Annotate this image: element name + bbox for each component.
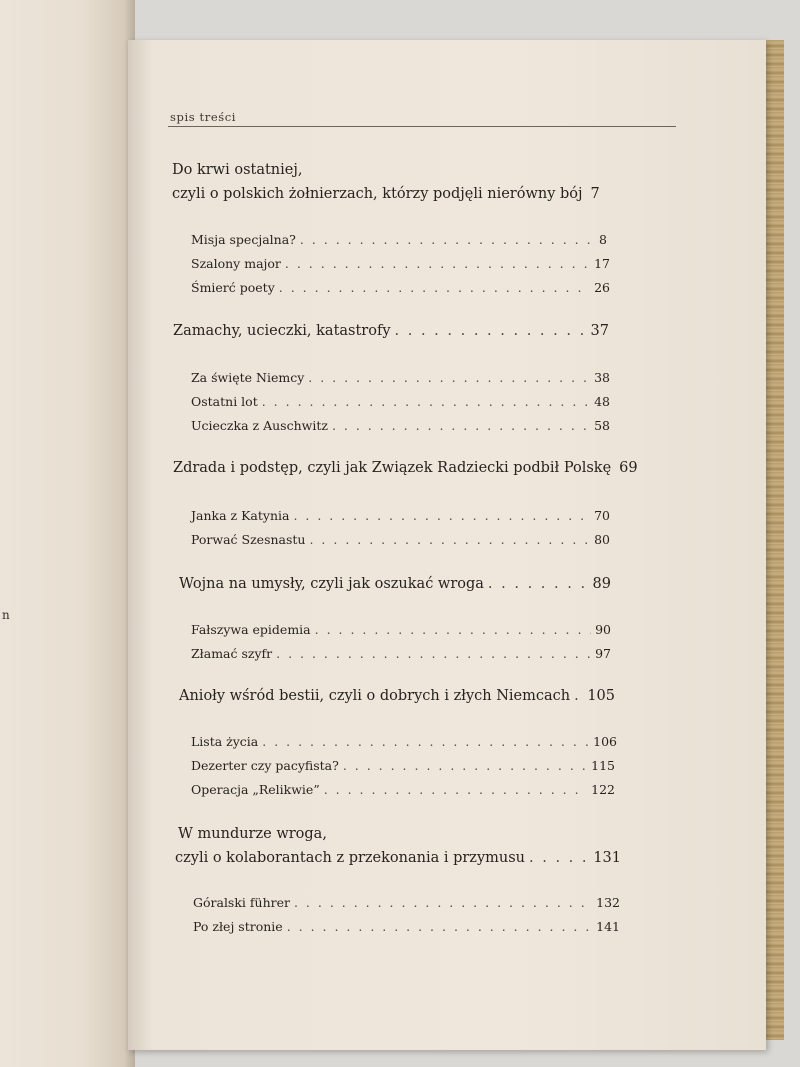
dot-leader [287,919,592,934]
section-title: Śmierć poety [191,280,275,295]
page-number: 97 [595,646,611,661]
chapter-title-line: Do krwi ostatniej, [172,162,303,178]
page-number: 17 [594,256,610,271]
toc-chapter-entry [179,576,611,592]
chapter-title: Zdrada i podstęp, czyli jak Związek Radziecki podbił Polskę [173,460,612,476]
dot-leader [324,782,587,797]
page-number: 90 [595,622,611,637]
page-number: 58 [594,418,610,433]
dot-leader [294,895,592,910]
section-title: Porwać Szesnastu [191,532,306,547]
chapter-title: Anioły wśród bestii, czyli o dobrych i złych Niemcach [179,688,571,704]
dot-leader [285,256,590,271]
running-header: spis treści [170,110,237,124]
toc-section-entry [191,280,610,295]
page-number: 89 [592,576,611,592]
page-number: 105 [587,688,615,704]
section-title: Lista życia [191,734,259,749]
dot-leader [395,323,587,339]
page-number: 106 [593,734,617,749]
page-number: 131 [593,850,621,866]
section-title: Złamać szyfr [191,646,273,661]
page-number: 122 [591,782,615,797]
dot-leader [574,688,583,704]
section-title: Misja specjalna? [191,232,296,247]
toc-section-entry [191,532,610,547]
page-number: 115 [591,758,615,773]
toc-section-entry [191,394,610,409]
chapter-title: Zamachy, ucieczki, katastrofy [173,323,391,339]
page-number: 37 [590,323,609,339]
section-title: Szalony major [191,256,281,271]
page-number: 132 [596,895,620,910]
toc-chapter-entry [173,323,609,339]
section-title: Za święte Niemcy [191,370,305,385]
section-title: Góralski führer [193,895,290,910]
dot-leader [293,508,590,523]
page-number: 80 [594,532,610,547]
toc-chapter-entry [173,460,638,476]
dot-leader [308,370,590,385]
page-number: 70 [594,508,610,523]
dot-leader [279,280,590,295]
section-title: Operacja „Relikwie” [191,782,320,797]
page-number: 26 [594,280,610,295]
toc-section-entry [191,646,611,661]
toc-section-entry [193,895,620,910]
toc-chapter-entry [179,688,615,704]
chapter-title-line: W mundurze wroga, [178,826,327,842]
dot-leader [488,576,589,592]
dot-leader [332,418,590,433]
chapter-title: czyli o kolaborantach z przekonania i przymusu [175,850,526,866]
section-title: Ostatni lot [191,394,258,409]
left-page-text-fragment: n [2,608,10,622]
toc-section-entry [191,782,615,797]
section-title: Dezerter czy pacyfista? [191,758,339,773]
toc-section-entry [191,508,610,523]
dot-leader [309,532,590,547]
dot-leader [300,232,595,247]
page-number: 8 [599,232,607,247]
toc-section-entry [191,622,611,637]
toc-chapter-entry [172,186,598,202]
page-number: 69 [619,460,638,476]
toc-section-entry [191,418,610,433]
section-title: Fałszywa epidemia [191,622,311,637]
dot-leader [529,850,589,866]
toc-chapter-entry [175,850,621,866]
section-title: Po złej stronie [193,919,283,934]
page-number: 48 [594,394,610,409]
dot-leader [315,622,591,637]
page-number: 38 [594,370,610,385]
toc-section-entry [191,232,607,247]
toc-section-entry [191,758,615,773]
toc-section-entry [191,256,610,271]
toc-section-entry [193,919,620,934]
section-title: Ucieczka z Auschwitz [191,418,328,433]
chapter-title: czyli o polskich żołnierzach, którzy podjęli nierówny bój [172,186,583,202]
toc-section-entry [191,734,617,749]
dot-leader [262,394,590,409]
toc-section-entry [191,370,610,385]
page-number: 141 [596,919,620,934]
dot-leader [276,646,591,661]
dot-leader [343,758,587,773]
page-number: 7 [590,186,600,202]
section-title: Janka z Katynia [191,508,290,523]
dot-leader [262,734,589,749]
chapter-title: Wojna na umysły, czyli jak oszukać wroga [179,576,484,592]
